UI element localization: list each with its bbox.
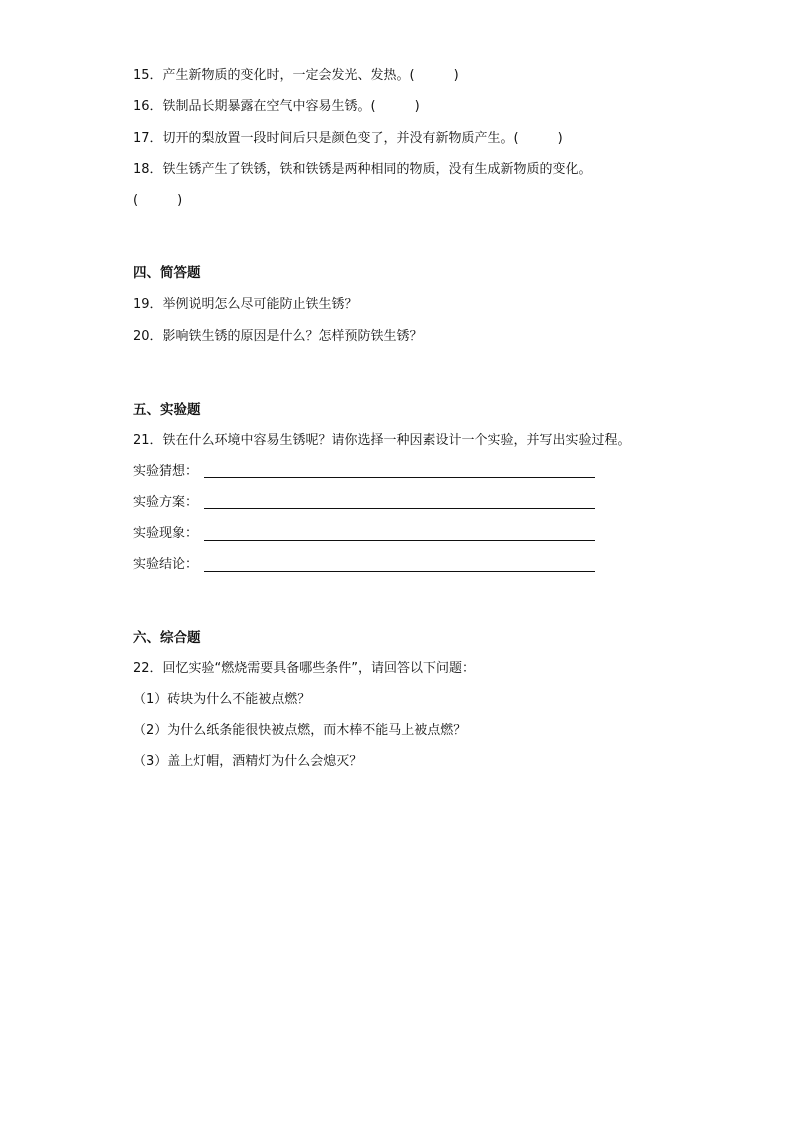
subquestion-3: （3）盖上灯帽，酒精灯为什么会熄灭？	[133, 754, 363, 769]
answer-line-observation[interactable]	[204, 540, 595, 541]
field-label-observation: 实验现象：	[133, 526, 199, 541]
question-22: 22．回忆实验“燃烧需要具备哪些条件”，请回答以下问题：	[133, 661, 476, 676]
section-heading-comprehensive: 六、综合题	[133, 630, 201, 646]
question-18-answer-blank: ( )	[133, 193, 183, 208]
answer-line-conclusion[interactable]	[204, 571, 595, 572]
answer-line-plan[interactable]	[204, 508, 595, 509]
question-19: 19．举例说明怎么尽可能防止铁生锈？	[133, 297, 358, 312]
question-17: 17．切开的梨放置一段时间后只是颜色变了，并没有新物质产生。( )	[133, 131, 563, 146]
field-label-hypothesis: 实验猜想：	[133, 464, 199, 479]
question-15: 15．产生新物质的变化时，一定会发光、发热。( )	[133, 68, 459, 83]
subquestion-1: （1）砖块为什么不能被点燃？	[133, 692, 311, 707]
section-heading-experiment: 五、实验题	[133, 402, 201, 418]
question-21: 21．铁在什么环境中容易生锈呢？请你选择一种因素设计一个实验，并写出实验过程。	[133, 433, 631, 448]
subquestion-2: （2）为什么纸条能很快被点燃，而木棒不能马上被点燃？	[133, 723, 467, 738]
section-heading-short-answer: 四、简答题	[133, 265, 201, 281]
field-label-plan: 实验方案：	[133, 495, 199, 510]
question-16: 16．铁制品长期暴露在空气中容易生锈。( )	[133, 99, 420, 114]
question-20: 20．影响铁生锈的原因是什么？怎样预防铁生锈？	[133, 329, 423, 344]
answer-line-hypothesis[interactable]	[204, 477, 595, 478]
field-label-conclusion: 实验结论：	[133, 557, 199, 572]
question-18: 18．铁生锈产生了铁锈，铁和铁锈是两种相同的物质，没有生成新物质的变化。	[133, 162, 592, 177]
